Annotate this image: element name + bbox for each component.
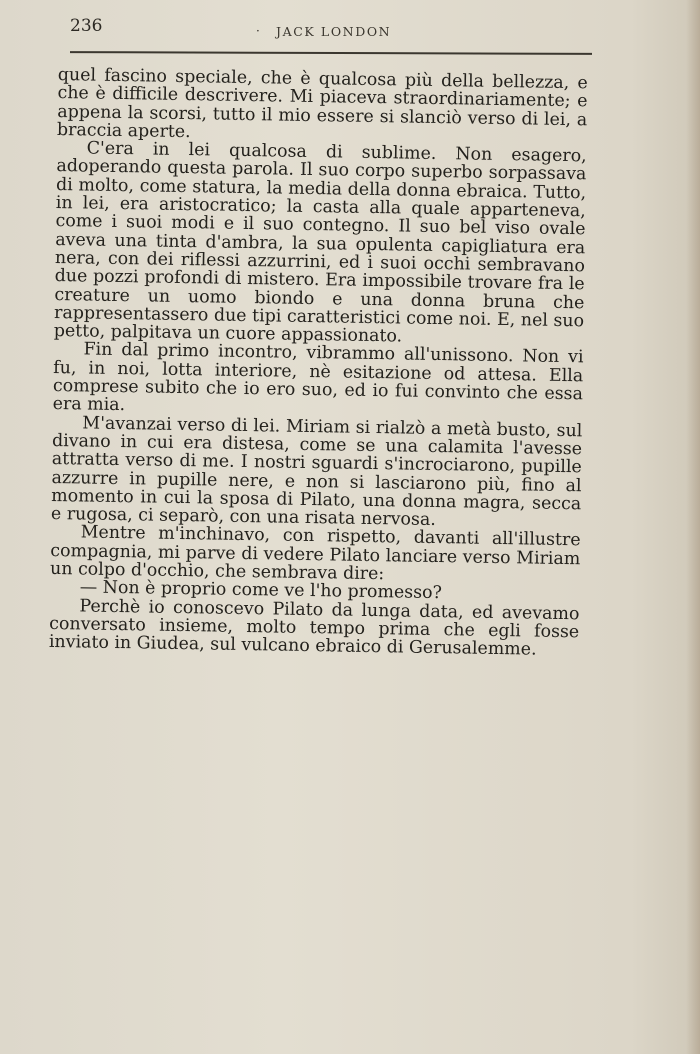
paragraph: Perchè io conoscevo Pilato da lunga data, ed avevamo conversato insieme, molto tempo prima che egli fosse inviato in Giudea, sul vulcano ebraico di Gerusalemme. <box>48 596 580 660</box>
paragraph: Fin dal primo incontro, vibrammo all'unissono. Non vi fu, in noi, lotta interiore, nè esitazione od attesa. Ella comprese subito che io ero suo, ed io fui convinto che essa era mia. <box>52 339 584 416</box>
paragraph: M'avanzai verso di lei. Miriam si rialzò a metà busto, sul divano in cui era distesa, come se una calamita l'avesse attratta verso di me. I nostri sguardi s'incrociarono, pupille azzurre in pupille nere, e non si lasciarono più, fino al momento in cui la sposa di Pilato, una donna magra, secca e rugosa, ci separò, con una risata nervosa. <box>50 413 583 531</box>
page-number: 236 <box>70 16 103 36</box>
paragraph: C'era in lei qualcosa di sublime. Non esagero, adoperando questa parola. Il suo corpo superbo sorpassava di molto, come statura, la media della donna ebraica. Tutto, in lei, era aristocratico; la casta alla quale apparteneva, come i suoi modi e il suo contegno. Il suo bel viso ovale aveva una tinta d'ambra, la sua opulenta capigliatura era nera, con dei riflessi azzurrini, ed i suoi occhi sembravano due pozzi profondi di mistero. Era impossibile trovare fra le creature un uomo biondo e una donna bruna che rappresentassero due tipi caratteristici come noi. E, nel suo petto, palpitava un cuore appassionato. <box>53 138 587 347</box>
dialogue-line: — Non è proprio come ve l'ho promesso? <box>79 577 443 604</box>
page-edge-shadow <box>686 0 700 1054</box>
running-head: JACK LONDON <box>276 24 392 39</box>
paragraph: quel fascino speciale, che è qualcosa più della bellezza, e che è difficile descrivere. Mi piaceva straordinariamente; e appena la scorsi, tutto il mio essere si slanciò verso di lei, a braccia aperte. <box>56 65 588 142</box>
header-dot: · <box>256 24 260 38</box>
page-header <box>70 14 590 44</box>
header-rule <box>70 51 592 55</box>
body-text <box>49 66 588 660</box>
paragraph: Mentre m'inchinavo, con rispetto, davanti all'illustre compagnia, mi parve di vedere Pilato lanciare verso Miriam un colpo d'occhio, che sembrava dire: <box>49 522 581 585</box>
